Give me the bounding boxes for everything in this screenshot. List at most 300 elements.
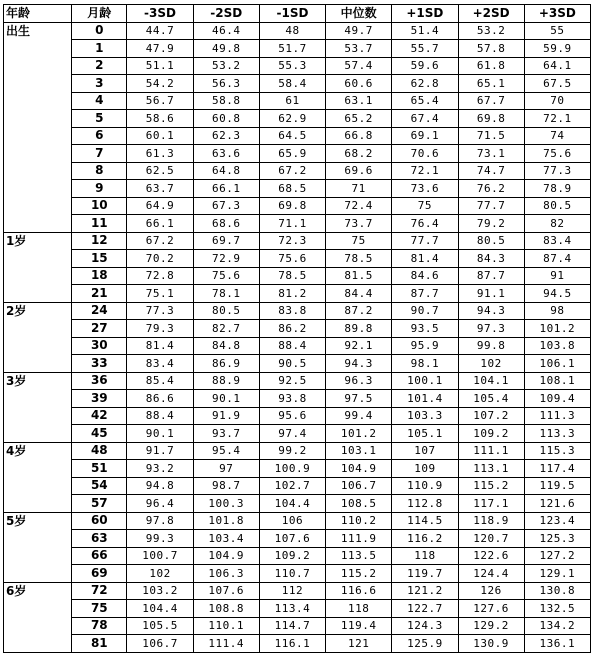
age-cell: 2岁 [4, 302, 72, 320]
month-cell: 78 [72, 617, 127, 635]
age-cell [4, 547, 72, 565]
table-row [4, 320, 591, 338]
value-cell: 134.2 [524, 617, 590, 635]
age-cell: 出生 [4, 22, 72, 40]
value-cell: 51.4 [392, 22, 458, 40]
value-cell: 77.3 [524, 162, 590, 180]
value-cell: 71 [326, 180, 392, 198]
value-cell: 123.4 [524, 512, 590, 530]
value-cell: 111.9 [326, 530, 392, 548]
table-row [4, 267, 591, 285]
value-cell: 74 [524, 127, 590, 145]
value-cell: 55.7 [392, 40, 458, 58]
value-cell: 116.2 [392, 530, 458, 548]
value-cell: 83.4 [524, 232, 590, 250]
value-cell: 91.9 [193, 407, 259, 425]
month-cell: 81 [72, 635, 127, 653]
month-cell: 63 [72, 530, 127, 548]
value-cell: 105.1 [392, 425, 458, 443]
value-cell: 70.2 [127, 250, 193, 268]
value-cell: 73.1 [458, 145, 524, 163]
value-cell: 118 [392, 547, 458, 565]
value-cell: 99.8 [458, 337, 524, 355]
table-row [4, 215, 591, 233]
value-cell: 60.6 [326, 75, 392, 93]
value-cell: 57.8 [458, 40, 524, 58]
value-cell: 98 [524, 302, 590, 320]
value-cell: 53.7 [326, 40, 392, 58]
month-cell: 0 [72, 22, 127, 40]
value-cell: 90.7 [392, 302, 458, 320]
value-cell: 69.8 [458, 110, 524, 128]
value-cell: 46.4 [193, 22, 259, 40]
table-row [4, 75, 591, 93]
value-cell: 104.1 [458, 372, 524, 390]
value-cell: 108.8 [193, 600, 259, 618]
value-cell: 100.1 [392, 372, 458, 390]
month-cell: 2 [72, 57, 127, 75]
value-cell: 65.4 [392, 92, 458, 110]
age-cell [4, 162, 72, 180]
table-row [4, 57, 591, 75]
month-cell: 69 [72, 565, 127, 583]
value-cell: 100.7 [127, 547, 193, 565]
value-cell: 103.1 [326, 442, 392, 460]
value-cell: 122.7 [392, 600, 458, 618]
value-cell: 55 [524, 22, 590, 40]
value-cell: 93.8 [259, 390, 325, 408]
value-cell: 49.8 [193, 40, 259, 58]
value-cell: 102 [458, 355, 524, 373]
month-cell: 18 [72, 267, 127, 285]
value-cell: 87.4 [524, 250, 590, 268]
age-cell [4, 250, 72, 268]
table-row [4, 547, 591, 565]
table-row [4, 302, 591, 320]
value-cell: 81.2 [259, 285, 325, 303]
value-cell: 94.3 [326, 355, 392, 373]
table-row [4, 22, 591, 40]
value-cell: 121 [326, 635, 392, 653]
age-cell [4, 127, 72, 145]
value-cell: 120.7 [458, 530, 524, 548]
value-cell: 69.1 [392, 127, 458, 145]
value-cell: 58.4 [259, 75, 325, 93]
value-cell: 64.9 [127, 197, 193, 215]
month-cell: 36 [72, 372, 127, 390]
value-cell: 88.4 [259, 337, 325, 355]
value-cell: 113.4 [259, 600, 325, 618]
value-cell: 75.6 [524, 145, 590, 163]
table-row [4, 425, 591, 443]
age-cell [4, 267, 72, 285]
month-cell: 24 [72, 302, 127, 320]
age-cell [4, 495, 72, 513]
value-cell: 122.6 [458, 547, 524, 565]
value-cell: 54.2 [127, 75, 193, 93]
age-cell [4, 180, 72, 198]
value-cell: 56.3 [193, 75, 259, 93]
value-cell: 78.5 [326, 250, 392, 268]
month-cell: 4 [72, 92, 127, 110]
value-cell: 59.9 [524, 40, 590, 58]
age-cell [4, 600, 72, 618]
month-cell: 42 [72, 407, 127, 425]
table-header [4, 5, 591, 23]
month-cell: 72 [72, 582, 127, 600]
age-cell [4, 40, 72, 58]
month-cell: 11 [72, 215, 127, 233]
value-cell: 112 [259, 582, 325, 600]
month-cell: 33 [72, 355, 127, 373]
table-row [4, 512, 591, 530]
value-cell: 66.1 [193, 180, 259, 198]
age-cell [4, 75, 72, 93]
value-cell: 130.9 [458, 635, 524, 653]
value-cell: 78.9 [524, 180, 590, 198]
value-cell: 111.1 [458, 442, 524, 460]
month-cell: 12 [72, 232, 127, 250]
value-cell: 129.1 [524, 565, 590, 583]
value-cell: 107.6 [193, 582, 259, 600]
age-cell [4, 635, 72, 653]
value-cell: 81.4 [392, 250, 458, 268]
month-cell: 6 [72, 127, 127, 145]
value-cell: 63.6 [193, 145, 259, 163]
value-cell: 130.8 [524, 582, 590, 600]
header-median: 中位数 [326, 5, 392, 23]
value-cell: 127.2 [524, 547, 590, 565]
value-cell: 110.1 [193, 617, 259, 635]
value-cell: 60.8 [193, 110, 259, 128]
age-cell [4, 617, 72, 635]
value-cell: 97.5 [326, 390, 392, 408]
value-cell: 108.1 [524, 372, 590, 390]
value-cell: 51.7 [259, 40, 325, 58]
header-minus-1sd: -1SD [259, 5, 325, 23]
value-cell: 72.4 [326, 197, 392, 215]
month-cell: 39 [72, 390, 127, 408]
value-cell: 118.9 [458, 512, 524, 530]
value-cell: 102.7 [259, 477, 325, 495]
value-cell: 55.3 [259, 57, 325, 75]
month-cell: 1 [72, 40, 127, 58]
value-cell: 103.3 [392, 407, 458, 425]
value-cell: 114.5 [392, 512, 458, 530]
age-cell [4, 477, 72, 495]
value-cell: 90.1 [127, 425, 193, 443]
value-cell: 99.2 [259, 442, 325, 460]
value-cell: 115.2 [458, 477, 524, 495]
table-row [4, 92, 591, 110]
value-cell: 67.5 [524, 75, 590, 93]
value-cell: 107.2 [458, 407, 524, 425]
month-cell: 15 [72, 250, 127, 268]
month-cell: 54 [72, 477, 127, 495]
value-cell: 93.2 [127, 460, 193, 478]
age-cell [4, 407, 72, 425]
table-body [4, 22, 591, 652]
value-cell: 44.7 [127, 22, 193, 40]
table-row [4, 285, 591, 303]
month-cell: 3 [72, 75, 127, 93]
age-cell [4, 565, 72, 583]
value-cell: 60.1 [127, 127, 193, 145]
value-cell: 79.2 [458, 215, 524, 233]
value-cell: 104.4 [259, 495, 325, 513]
month-cell: 51 [72, 460, 127, 478]
value-cell: 72.1 [392, 162, 458, 180]
table-row [4, 495, 591, 513]
value-cell: 51.1 [127, 57, 193, 75]
table-row [4, 40, 591, 58]
table-row [4, 162, 591, 180]
month-cell: 7 [72, 145, 127, 163]
value-cell: 107.6 [259, 530, 325, 548]
value-cell: 87.7 [392, 285, 458, 303]
age-cell [4, 425, 72, 443]
value-cell: 105.5 [127, 617, 193, 635]
table-row [4, 407, 591, 425]
age-cell [4, 57, 72, 75]
value-cell: 97 [193, 460, 259, 478]
month-cell: 48 [72, 442, 127, 460]
value-cell: 78.5 [259, 267, 325, 285]
value-cell: 101.2 [524, 320, 590, 338]
value-cell: 93.5 [392, 320, 458, 338]
value-cell: 119.4 [326, 617, 392, 635]
month-cell: 57 [72, 495, 127, 513]
value-cell: 47.9 [127, 40, 193, 58]
value-cell: 92.1 [326, 337, 392, 355]
value-cell: 69.8 [259, 197, 325, 215]
value-cell: 76.2 [458, 180, 524, 198]
value-cell: 136.1 [524, 635, 590, 653]
value-cell: 104.9 [193, 547, 259, 565]
value-cell: 84.6 [392, 267, 458, 285]
month-cell: 5 [72, 110, 127, 128]
value-cell: 72.3 [259, 232, 325, 250]
age-cell: 3岁 [4, 372, 72, 390]
value-cell: 75.1 [127, 285, 193, 303]
month-cell: 45 [72, 425, 127, 443]
value-cell: 96.4 [127, 495, 193, 513]
value-cell: 64.1 [524, 57, 590, 75]
value-cell: 81.4 [127, 337, 193, 355]
value-cell: 77.7 [392, 232, 458, 250]
value-cell: 109 [392, 460, 458, 478]
value-cell: 78.1 [193, 285, 259, 303]
header-minus-3sd: -3SD [127, 5, 193, 23]
table-row [4, 145, 591, 163]
value-cell: 86.9 [193, 355, 259, 373]
value-cell: 80.5 [193, 302, 259, 320]
table-row [4, 232, 591, 250]
table-row [4, 372, 591, 390]
table-row [4, 197, 591, 215]
value-cell: 84.8 [193, 337, 259, 355]
value-cell: 73.7 [326, 215, 392, 233]
value-cell: 61 [259, 92, 325, 110]
value-cell: 82.7 [193, 320, 259, 338]
value-cell: 68.6 [193, 215, 259, 233]
table-row [4, 442, 591, 460]
value-cell: 115.3 [524, 442, 590, 460]
value-cell: 89.8 [326, 320, 392, 338]
value-cell: 62.3 [193, 127, 259, 145]
value-cell: 59.6 [392, 57, 458, 75]
value-cell: 85.4 [127, 372, 193, 390]
value-cell: 67.2 [259, 162, 325, 180]
value-cell: 70.6 [392, 145, 458, 163]
value-cell: 125.9 [392, 635, 458, 653]
value-cell: 77.7 [458, 197, 524, 215]
value-cell: 91.1 [458, 285, 524, 303]
table-row [4, 337, 591, 355]
value-cell: 63.1 [326, 92, 392, 110]
value-cell: 62.9 [259, 110, 325, 128]
header-plus-3sd: +3SD [524, 5, 590, 23]
value-cell: 64.8 [193, 162, 259, 180]
value-cell: 57.4 [326, 57, 392, 75]
value-cell: 114.7 [259, 617, 325, 635]
value-cell: 74.7 [458, 162, 524, 180]
age-cell [4, 285, 72, 303]
month-cell: 60 [72, 512, 127, 530]
table-row [4, 250, 591, 268]
value-cell: 67.3 [193, 197, 259, 215]
value-cell: 113.3 [524, 425, 590, 443]
value-cell: 132.5 [524, 600, 590, 618]
value-cell: 129.2 [458, 617, 524, 635]
value-cell: 86.2 [259, 320, 325, 338]
value-cell: 84.4 [326, 285, 392, 303]
age-cell [4, 145, 72, 163]
value-cell: 82 [524, 215, 590, 233]
table-row [4, 180, 591, 198]
table-row [4, 477, 591, 495]
value-cell: 96.3 [326, 372, 392, 390]
age-cell [4, 320, 72, 338]
value-cell: 87.2 [326, 302, 392, 320]
value-cell: 110.2 [326, 512, 392, 530]
value-cell: 67.2 [127, 232, 193, 250]
value-cell: 117.1 [458, 495, 524, 513]
value-cell: 106 [259, 512, 325, 530]
value-cell: 124.3 [392, 617, 458, 635]
header-plus-2sd: +2SD [458, 5, 524, 23]
table-row [4, 582, 591, 600]
value-cell: 109.2 [458, 425, 524, 443]
value-cell: 103.2 [127, 582, 193, 600]
month-cell: 8 [72, 162, 127, 180]
value-cell: 75 [392, 197, 458, 215]
value-cell: 58.6 [127, 110, 193, 128]
value-cell: 98.1 [392, 355, 458, 373]
table-row [4, 355, 591, 373]
value-cell: 88.9 [193, 372, 259, 390]
value-cell: 48 [259, 22, 325, 40]
value-cell: 118 [326, 600, 392, 618]
value-cell: 91 [524, 267, 590, 285]
value-cell: 111.4 [193, 635, 259, 653]
value-cell: 108.5 [326, 495, 392, 513]
value-cell: 91.7 [127, 442, 193, 460]
table-row [4, 635, 591, 653]
value-cell: 126 [458, 582, 524, 600]
value-cell: 99.4 [326, 407, 392, 425]
value-cell: 66.1 [127, 215, 193, 233]
value-cell: 62.8 [392, 75, 458, 93]
value-cell: 101.2 [326, 425, 392, 443]
header-minus-2sd: -2SD [193, 5, 259, 23]
value-cell: 71.1 [259, 215, 325, 233]
value-cell: 106.3 [193, 565, 259, 583]
value-cell: 94.8 [127, 477, 193, 495]
age-cell [4, 337, 72, 355]
value-cell: 97.3 [458, 320, 524, 338]
value-cell: 83.8 [259, 302, 325, 320]
value-cell: 75.6 [193, 267, 259, 285]
table-row [4, 110, 591, 128]
value-cell: 95.4 [193, 442, 259, 460]
value-cell: 67.7 [458, 92, 524, 110]
value-cell: 103.8 [524, 337, 590, 355]
value-cell: 62.5 [127, 162, 193, 180]
age-cell [4, 110, 72, 128]
age-cell [4, 390, 72, 408]
table-row [4, 617, 591, 635]
value-cell: 70 [524, 92, 590, 110]
value-cell: 72.8 [127, 267, 193, 285]
value-cell: 105.4 [458, 390, 524, 408]
value-cell: 116.1 [259, 635, 325, 653]
value-cell: 121.2 [392, 582, 458, 600]
value-cell: 65.1 [458, 75, 524, 93]
value-cell: 84.3 [458, 250, 524, 268]
value-cell: 119.7 [392, 565, 458, 583]
height-percentile-table [3, 4, 591, 653]
month-cell: 10 [72, 197, 127, 215]
age-cell [4, 197, 72, 215]
value-cell: 111.3 [524, 407, 590, 425]
value-cell: 73.6 [392, 180, 458, 198]
value-cell: 113.1 [458, 460, 524, 478]
value-cell: 119.5 [524, 477, 590, 495]
value-cell: 104.9 [326, 460, 392, 478]
header-plus-1sd: +1SD [392, 5, 458, 23]
age-cell: 4岁 [4, 442, 72, 460]
value-cell: 53.2 [458, 22, 524, 40]
value-cell: 94.3 [458, 302, 524, 320]
value-cell: 109.2 [259, 547, 325, 565]
value-cell: 72.9 [193, 250, 259, 268]
month-cell: 9 [72, 180, 127, 198]
age-cell [4, 530, 72, 548]
value-cell: 116.6 [326, 582, 392, 600]
value-cell: 61.3 [127, 145, 193, 163]
value-cell: 56.7 [127, 92, 193, 110]
month-cell: 30 [72, 337, 127, 355]
table-row [4, 127, 591, 145]
value-cell: 71.5 [458, 127, 524, 145]
table-row [4, 530, 591, 548]
value-cell: 63.7 [127, 180, 193, 198]
value-cell: 109.4 [524, 390, 590, 408]
header-row [4, 5, 591, 23]
age-cell: 5岁 [4, 512, 72, 530]
value-cell: 94.5 [524, 285, 590, 303]
